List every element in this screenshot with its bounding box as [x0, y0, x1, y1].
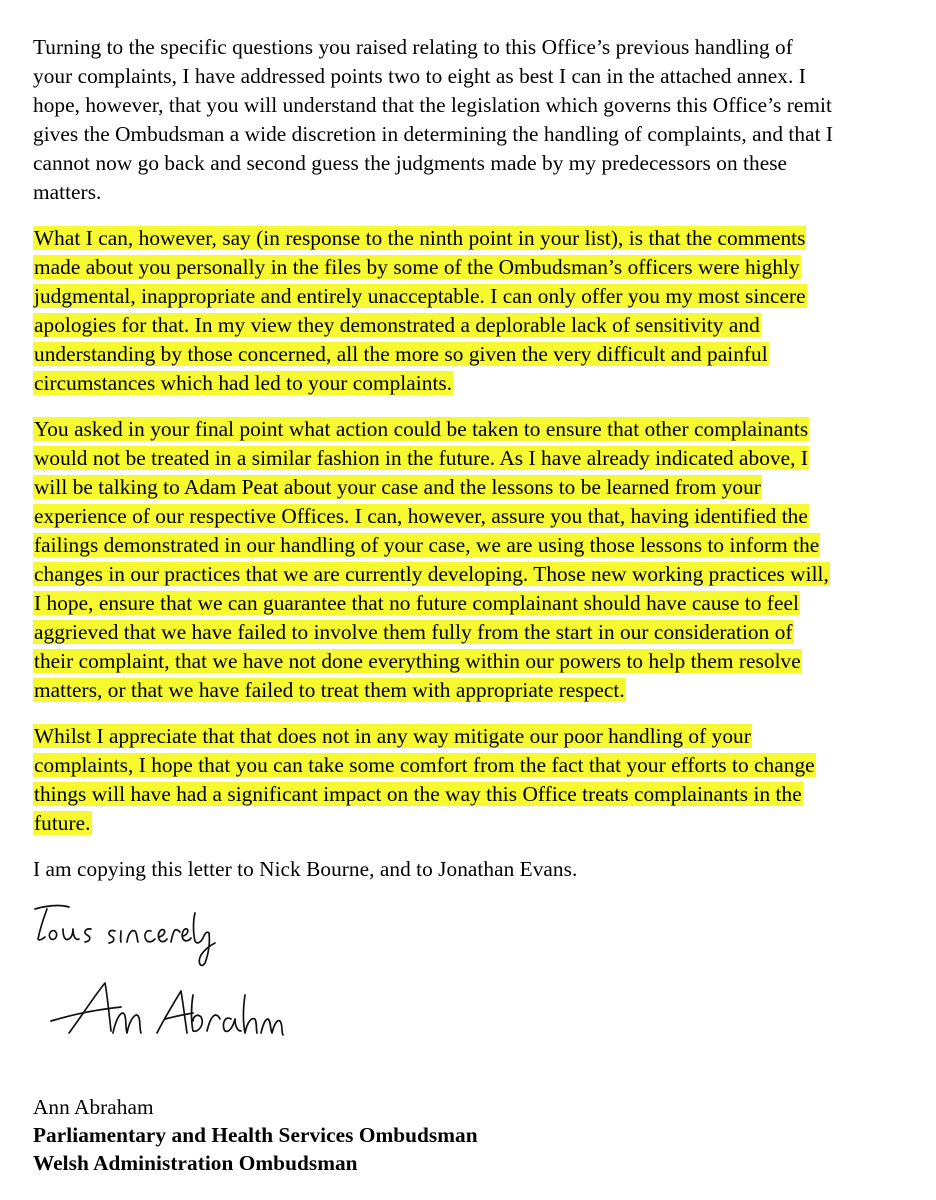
paragraph-line	[33, 618, 794, 646]
handwriting-stroke	[49, 931, 56, 940]
signatory-title-1: Parliamentary and Health Services Ombudsman	[33, 1123, 478, 1147]
highlight-mark: will be talking to Adam Peat about your case and the lessons to be learned from your	[34, 475, 761, 499]
paragraph-line	[33, 722, 752, 750]
highlight-mark: understanding by those concerned, all the more so given the very difficult and painful	[34, 342, 768, 366]
paragraph-line	[33, 809, 92, 837]
paragraph-line	[33, 780, 803, 808]
handwriting-stroke	[38, 909, 47, 940]
handwritten-signature-image	[25, 895, 285, 1065]
paragraph-line: I am copying this letter to Nick Bourne, and to Jonathan Evans.	[33, 857, 578, 881]
highlight-mark: judgmental, inappropriate and entirely unacceptable. I can only offer you my most sincere	[34, 284, 806, 308]
handwriting-stroke	[109, 931, 115, 943]
paragraph-line	[33, 531, 820, 559]
paragraph-line	[33, 340, 769, 368]
handwriting-stroke	[165, 1013, 193, 1019]
paragraph-line	[33, 224, 806, 252]
highlight-mark: Whilst I appreciate that that does not in any way mitigate our poor handling of your	[34, 724, 751, 748]
paragraph-line	[33, 369, 453, 397]
handwriting-stroke	[223, 1018, 241, 1031]
highlight-mark: aggrieved that we have failed to involve them fully from the start in our consideration of	[34, 620, 793, 644]
highlight-mark: made about you personally in the files by some of the Ombudsman’s officers were highly	[34, 255, 800, 279]
handwriting-stroke	[182, 929, 191, 941]
signatory-title-2: Welsh Administration Ombudsman	[33, 1151, 358, 1175]
paragraph-line: matters.	[33, 180, 102, 204]
paragraph-line	[33, 647, 802, 675]
highlight-mark: You asked in your final point what action could be taken to ensure that other complainants	[34, 417, 809, 441]
paragraph-line	[33, 589, 800, 617]
highlight-mark: future.	[34, 811, 91, 835]
signatory-name: Ann Abraham	[33, 1095, 154, 1119]
handwritten-signature-block	[25, 895, 285, 1065]
highlight-mark: complaints, I hope that you can take some comfort from the fact that your efforts to change	[34, 753, 815, 777]
handwriting-stroke	[145, 931, 155, 942]
highlight-mark: changes in our practices that we are currently developing. Those new working practices will,	[34, 562, 829, 586]
handwriting-stroke	[35, 906, 69, 909]
handwriting-stroke	[207, 1015, 220, 1031]
handwriting-stroke	[63, 929, 79, 940]
handwriting-stroke	[157, 991, 187, 1033]
paragraph-line	[33, 560, 830, 588]
paragraph-line: hope, however, that you will understand that the legislation which governs this Office’s remit	[33, 93, 832, 117]
highlight-mark: failings demonstrated in our handling of your case, we are using those lessons to inform the	[34, 533, 820, 557]
paragraph-line: Turning to the specific questions you raised relating to this Office’s previous handling of	[33, 35, 793, 59]
paragraph-line	[33, 415, 809, 443]
handwriting-stroke	[85, 929, 91, 942]
highlight-mark: would not be treated in a similar fashion in the future. As I have already indicated above, I	[34, 446, 809, 470]
handwriting-stroke	[244, 995, 258, 1033]
paragraph-line	[33, 676, 626, 704]
paragraph-line	[33, 253, 801, 281]
handwriting-stroke	[171, 930, 180, 942]
paragraph-line	[33, 502, 809, 530]
highlight-mark: their complaint, that we have not done everything within our powers to help them resolve	[34, 649, 801, 673]
handwriting-stroke	[261, 1019, 283, 1035]
paragraph-line	[33, 473, 762, 501]
handwriting-stroke	[158, 930, 167, 942]
paragraph-line: your complaints, I have addressed points two to eight as best I can in the attached annex. I	[33, 64, 806, 88]
paragraph-line	[33, 311, 761, 339]
handwriting-stroke	[194, 913, 216, 965]
highlight-mark: circumstances which had led to your complaints.	[34, 371, 453, 395]
highlight-mark: I hope, ensure that we can guarantee that no future complainant should have cause to feel	[34, 591, 799, 615]
paragraph-line: cannot now go back and second guess the judgments made by my predecessors on these	[33, 151, 788, 175]
highlight-mark: apologies for that. In my view they demonstrated a deplorable lack of sensitivity and	[34, 313, 760, 337]
paragraph-line: gives the Ombudsman a wide discretion in determining the handling of complaints, and that I	[33, 122, 834, 146]
highlight-mark: matters, or that we have failed to treat them with appropriate respect.	[34, 678, 625, 702]
handwriting-stroke	[127, 931, 138, 942]
paragraph-line	[33, 751, 816, 779]
highlight-mark: What I can, however, say (in response to the ninth point in your list), is that the comments	[34, 226, 806, 250]
paragraph-line	[33, 282, 807, 310]
handwriting-stroke	[113, 1013, 141, 1033]
highlight-mark: experience of our respective Offices. I can, however, assure you that, having identified the	[34, 504, 808, 528]
paragraph-line	[33, 444, 809, 472]
handwriting-stroke	[69, 983, 111, 1033]
highlight-mark: things will have had a significant impact on the way this Office treats complainants in the	[34, 782, 802, 806]
